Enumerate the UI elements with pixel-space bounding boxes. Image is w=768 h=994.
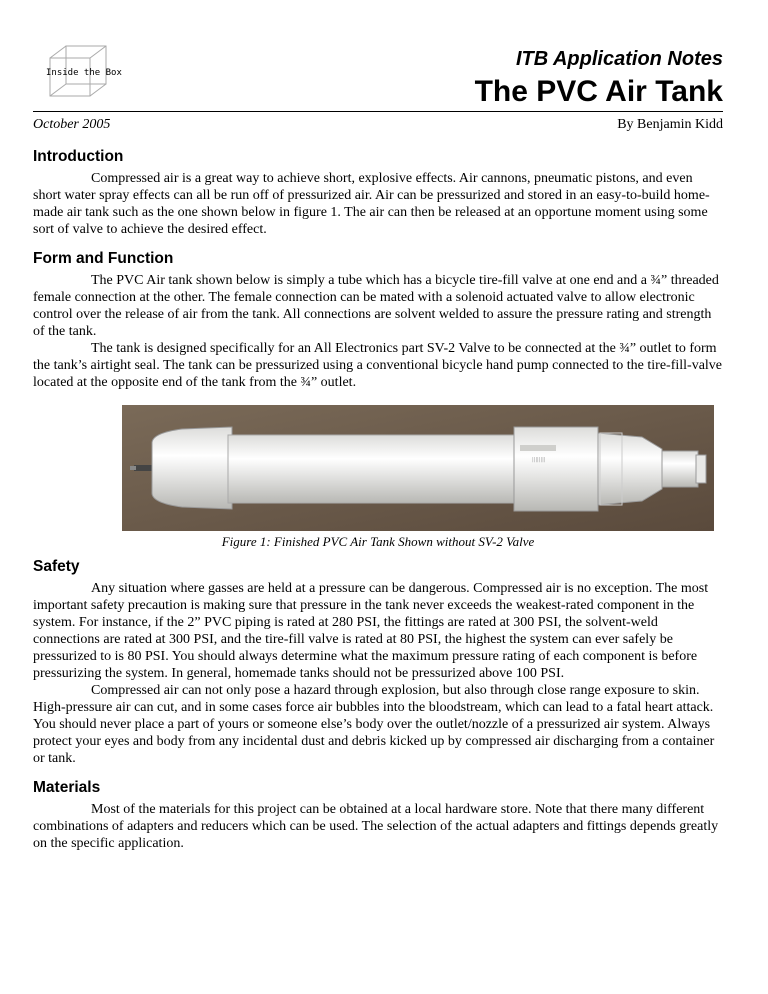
svg-text:||||||||: ||||||||: [532, 457, 546, 463]
section-heading: Materials: [33, 779, 101, 796]
paragraph: Most of the materials for this project can be obtained at a local hardware store. Note that there many different combinations of adapters and reducers which can be used. The selection of the actual adapters and fittings depends greatly on the specific application.: [33, 802, 719, 851]
series-title: ITB Application Notes: [515, 48, 723, 70]
paragraph: Compressed air can not only pose a hazard through explosion, but also through close range exposure to skin. High-pressure air can cut, and in some cases force air bubbles into the bloodstream, which can lead to a fatal heart attack. You should never place a part of yours or someone else’s body over the outlet/nozzle of a pressurized air system. Always protect your eyes and body from any incidental dust and debris kicked up by compressed air discharging from a container or tank.: [33, 683, 715, 766]
section-heading: Form and Function: [33, 250, 174, 267]
section-heading: Safety: [33, 558, 80, 575]
paragraph: The PVC Air tank shown below is simply a tube which has a bicycle tire-fill valve at one end and a ¾” threaded female connection at the other. The female connection can be mated with a solenoid actuated valve to allow electronic control over the release of air from the tank. All connections are solvent welded to assure the pressure rating and strength of the tank.: [33, 273, 719, 339]
figure-caption: Figure 1: Finished PVC Air Tank Shown without SV-2 Valve: [221, 534, 535, 549]
pvc-air-tank-photo: [122, 405, 714, 531]
section-materials: [33, 779, 723, 852]
document-title: The PVC Air Tank: [474, 75, 723, 108]
publication-date: October 2005: [33, 117, 111, 132]
paragraph: The tank is designed specifically for an All Electronics part SV-2 Valve to be connected at the ¾” outlet to form the tank’s airtight seal. The tank can be pressurized using a conventional bicycle hand pump connected to the tire-fill-valve located at the opposite end of the tank from the ¾” outlet.: [33, 341, 723, 390]
author-byline: By Benjamin Kidd: [617, 117, 723, 132]
document-body: [33, 148, 723, 864]
section-form-and-function: [33, 250, 723, 391]
inside-the-box-logo: [44, 44, 124, 102]
logo-text: Inside the Box: [46, 68, 122, 78]
section-heading: Introduction: [33, 148, 124, 165]
section-introduction: [33, 148, 723, 238]
header-rule: [33, 111, 723, 112]
section-safety: [33, 558, 723, 767]
paragraph: Compressed air is a great way to achieve short, explosive effects. Air cannons, pneumatic pistons, and even short water spray effects can all be run off of pressurized air. Air can be pressurized and stored in an easy-to-build home-made air tank such as the one shown below in figure 1. The air can then be released at an opportune moment using some sort of valve to achieve the desired effect.: [33, 171, 710, 237]
air-tank-illustration: [122, 405, 714, 531]
paragraph: Any situation where gasses are held at a pressure can be dangerous. Compressed air is no exception. The most important safety precaution is making sure that pressure in the tank never exceeds the weakest-rated component in the system. For instance, if the 2” PVC piping is rated at 280 PSI, the fittings are rated at 300 PSI, the solvent-weld connections are rated at 300 PSI, and the tire-fill valve is rated at 80 PSI, the highest the system can ever safely be pressurized to is 80 PSI. You should always determine what the maximum pressure rating of each component is before pressurizing the system. In general, homemade tanks should not be pressurized above 100 PSI.: [33, 581, 709, 681]
